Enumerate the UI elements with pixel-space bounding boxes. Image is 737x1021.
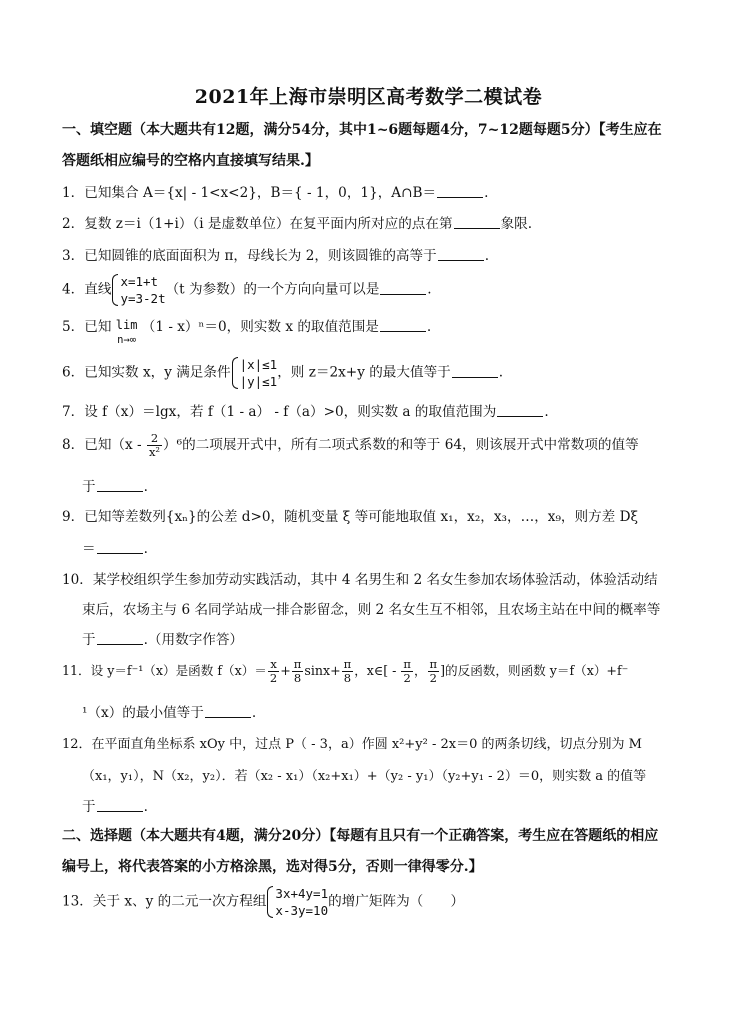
question-2: 2．复数 z＝i（1+i）（i 是虚数单位）在复平面内所对应的点在第 象限. xyxy=(62,216,533,232)
answer-blank[interactable] xyxy=(380,319,426,332)
question-1: 1．已知集合 A＝{x| - 1<x<2}，B＝{ - 1，0，1}，A∩B＝ . xyxy=(62,185,489,201)
fraction: $\frac{2}{\text{x²}}$ xyxy=(148,431,161,459)
section2-heading-a: 二、选择题（本大题共有4题，满分20分）【每题有且只有一个正确答案，考生应在答题纸的相应 xyxy=(62,828,659,844)
question-4: 4．直线 x=1+t y=3-2t （t 为参数）的一个方向向量可以是 . xyxy=(62,274,432,306)
limit-operator: lim n→∞ xyxy=(115,318,138,346)
answer-blank[interactable] xyxy=(97,799,143,812)
question-12: 12．在平面直角坐标系 xOy 中，过点 P（ - 3，a）作圆 x²+y² - 2x＝0 的两条切线，切点分别为 M xyxy=(62,737,642,752)
question-3: 3．已知圆锥的底面面积为 π，母线长为 2，则该圆锥的高等于 . xyxy=(62,248,490,264)
section2-heading-b: 编号上，将代表答案的小方格涂黑，选对得5分，否则一律得零分.】 xyxy=(62,859,483,875)
answer-blank[interactable] xyxy=(97,632,143,645)
answer-blank[interactable] xyxy=(454,216,500,229)
question-12-cont2: 于 . xyxy=(82,799,148,815)
question-11: 11．设 y＝f⁻¹（x）是函数 f（x）＝ $\frac{x}{2}$ + $\frac{\pi}{8}$ sinx+ $\frac{\pi}{8}$ ，x∈[ - $\frac{\pi}{2}$ ， $\frac{\pi}{2}$ ]的反函数，则函数 y＝f（x）+f⁻ xyxy=(62,657,629,685)
answer-blank[interactable] xyxy=(205,705,251,718)
section1-heading-a: 一、填空题（本大题共有12题，满分54分，其中1~6题每题4分，7~12题每题5分）【考生应在 xyxy=(62,122,662,138)
equation-system: x=1+t y=3-2t xyxy=(111,273,165,307)
question-9-cont: ＝ . xyxy=(82,541,148,557)
question-11-cont: ¹（x）的最小值等于 . xyxy=(82,705,257,721)
answer-blank[interactable] xyxy=(380,282,426,295)
question-7: 7．设 f（x）＝lgx，若 f（1 - a） - f（a）>0，则实数 a 的取值范围为 . xyxy=(62,404,549,420)
constraint-system: |x|≤1 |y|≤1 xyxy=(231,356,278,390)
answer-blank[interactable] xyxy=(437,185,483,198)
question-10-cont: 束后，农场主与 6 名同学站成一排合影留念，则 2 名女生互不相邻，且农场主站在中间的概率等 xyxy=(82,602,661,618)
equation-system: 3x+4y=1 x-3y=10 xyxy=(266,885,328,919)
answer-blank[interactable] xyxy=(97,541,143,554)
question-10-cont2: 于 .（用数字作答） xyxy=(82,632,244,648)
exam-title: 2021年上海市崇明区高考数学二模试卷 xyxy=(194,86,543,108)
question-13: 13．关于 x、y 的二元一次方程组 3x+4y=1 x-3y=10 的增广矩阵为（ ） xyxy=(62,886,465,918)
question-12-cont: （x₁，y₁），N（x₂，y₂）．若（x₂ - x₁）（x₂+x₁）+（y₂ - y₁）（y₂+y₁ - 2）＝0，则实数 a 的值等 xyxy=(82,769,647,784)
answer-blank[interactable] xyxy=(438,248,484,261)
question-6: 6．已知实数 x，y 满足条件 |x|≤1 |y|≤1 ，则 z＝2x+y 的最大值等于 . xyxy=(62,357,504,389)
answer-blank[interactable] xyxy=(497,404,543,417)
question-8-cont: 于 . xyxy=(82,479,148,495)
question-9: 9．已知等差数列{xₙ}的公差 d>0，随机变量 ξ 等可能地取值 x₁，x₂，x₃，…，x₉，则方差 Dξ xyxy=(62,509,638,525)
answer-blank[interactable] xyxy=(97,479,143,492)
answer-blank[interactable] xyxy=(452,365,498,378)
question-5: 5．已知 lim n→∞ （1 - x）ⁿ＝0，则实数 x 的取值范围是 . xyxy=(62,318,432,346)
section1-heading-b: 答题纸相应编号的空格内直接填写结果.】 xyxy=(62,153,319,169)
question-10: 10．某学校组织学生参加劳动实践活动，其中 4 名男生和 2 名女生参加农场体验活动，体验活动结 xyxy=(62,572,658,588)
question-8: 8．已知（x - $\frac{2}{\text{x²}}$ ）⁶的二项展开式中，所有二项式系数的和等于 64，则该展开式中常数项的值等 xyxy=(62,431,639,459)
